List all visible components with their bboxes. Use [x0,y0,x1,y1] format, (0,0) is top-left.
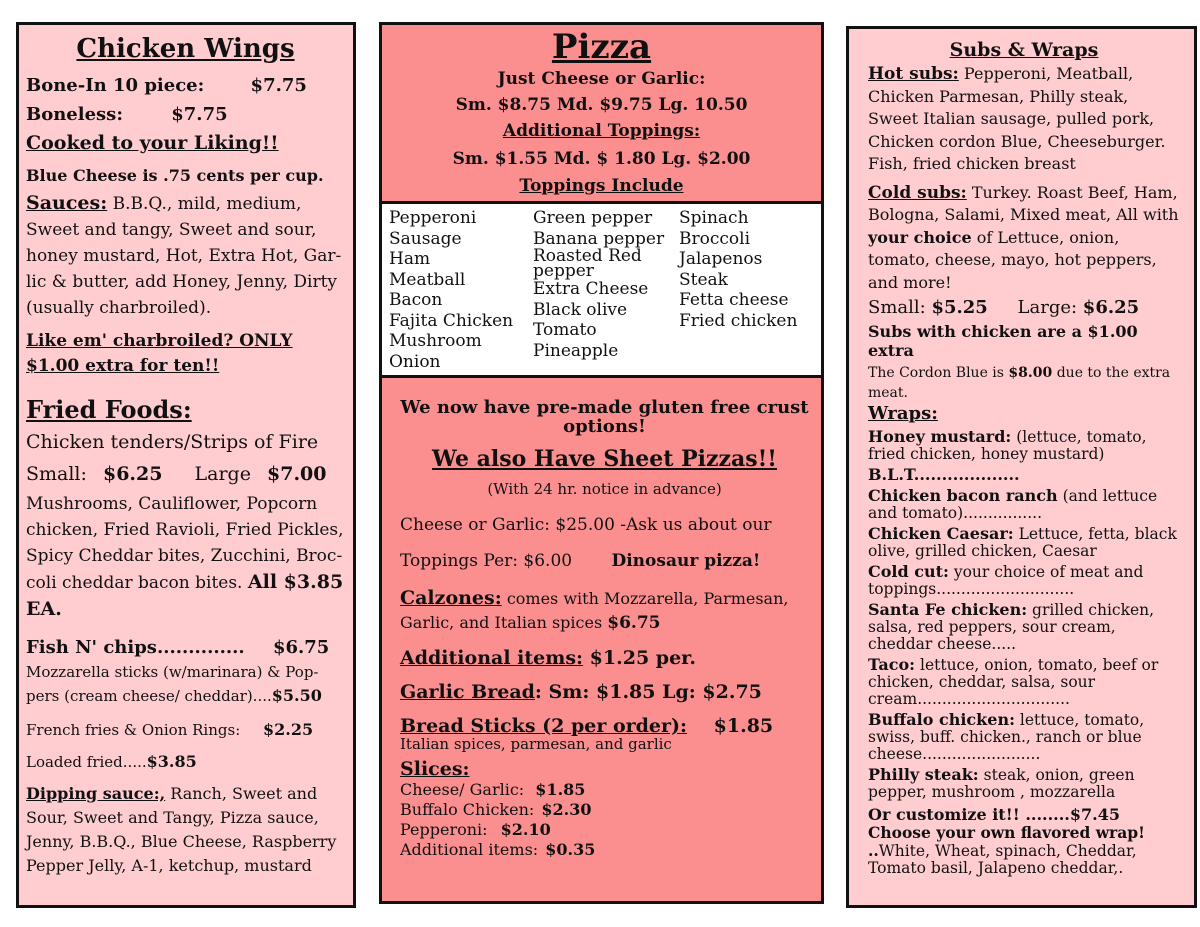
sauces-list: B.B.Q., mild, medium, Sweet and tangy, Sweet and sour, honey mustard, Hot, Extra Hot, Gar-lic & butter, add Honey, Jenny, Dirty (usually charbroiled). [26,194,342,318]
wrap-name: Buffalo chicken: [868,710,1015,729]
sheet-cheese-line: Cheese or Garlic: $25.00 -Ask us about our [400,515,772,535]
wrap-item [868,766,1180,801]
boneless-row [26,100,345,129]
bread-sticks-price: $1.85 [713,715,774,737]
fries-price: $2.25 [263,720,314,739]
topping-item: Green pepper [533,208,653,228]
cold-subs [868,182,1180,295]
cordon-note [868,363,1180,403]
topping-item: Onion [389,351,441,372]
sub-large-label: Large: [1017,297,1083,318]
topping-item: Roasted Red pepper [533,246,642,281]
topping-item: Meatball [389,269,466,290]
wrap-item [868,711,1180,763]
slices-label: Slices: [400,758,470,780]
hot-subs [868,63,1180,176]
large-price: $7.00 [267,463,327,485]
topping-item: Fajita Chicken [389,310,514,331]
mozz-row [26,661,345,708]
subs-title: Subs & Wraps [949,39,1099,61]
slice-row [400,820,809,840]
bread-sticks-desc: Italian spices, parmesan, and garlic [400,735,672,753]
choose-wrap [868,824,1180,877]
dipping-label: Dipping sauce:, [26,784,166,803]
loaded-price: $3.85 [146,752,197,771]
garlic-bread-prices: : Sm: $1.85 Lg: $2.75 [534,681,762,703]
fried-foods-title: Fried Foods: [26,395,192,424]
additional-prices: Sm. $1.55 Md. $ 1.80 Lg. $2.00 [452,149,751,169]
fish-price: $6.75 [272,637,330,658]
fries-row [26,718,345,742]
slice-label: Cheese/ Garlic: [400,780,525,799]
additional-items-row [400,647,809,669]
cold-subs-choice: your choice [868,227,972,247]
slice-row [400,780,809,800]
topping-item: Fetta cheese [679,290,789,310]
wrap-name: Chicken bacon ranch [868,486,1058,505]
mozz-price: $5.50 [271,686,322,705]
wrap-name: Honey mustard: [868,427,1012,446]
slice-row [400,800,809,820]
topping-item: Pepperoni [389,208,477,228]
fried-misc-price: All $3.85 EA. [26,571,344,620]
dinosaur-pizza: Dinosaur pizza! [611,551,761,571]
pizza-title: Pizza [551,27,652,67]
topping-item: Steak [679,269,728,290]
blue-cheese-note: Blue Cheese is .75 cents per cup. [26,166,324,185]
choose-wrap-text: White, Wheat, spinach, Cheddar, Tomato basil, Jalapeno cheddar,. [868,842,1137,877]
calzones-price: $6.75 [607,613,661,633]
slice-label: Pepperoni: [400,820,488,839]
wings-title: Chicken Wings [76,34,295,64]
topping-item: Fried chicken [679,310,798,331]
toppings-column-2 [533,208,673,361]
fried-misc [26,491,345,623]
notice-text: (With 24 hr. notice in advance) [487,480,722,498]
sheet-toppings-text: Toppings Per: $6.00 [400,551,573,571]
slice-label: Buffalo Chicken: [400,800,535,819]
customize-line: Or customize it!! ........$7.45 [868,805,1120,824]
wrap-name: Taco: [868,655,916,674]
large-label: Large [194,463,251,485]
cheese-garlic-label: Just Cheese or Garlic: [497,69,706,89]
wrap-desc: (lettuce, tomato, fried chicken, honey mustard) [868,428,1147,463]
bone-in-price: $7.75 [250,75,307,96]
sub-sizes [868,294,1180,322]
mozz-text: Mozzarella sticks (w/marinara) & Pop-pers (cream cheese/ cheddar).... [26,663,319,705]
wraps-title: Wraps: [868,403,938,424]
sheet-pizza-heading: We also Have Sheet Pizzas!! [432,446,777,472]
sauces-text [26,189,345,321]
toppings-column-1 [389,208,513,372]
wrap-desc: grilled chicken, salsa, red peppers, sour cream, cheddar cheese..... [868,601,1155,653]
fish-chips-row [26,635,345,661]
wrap-name: Chicken Caesar: [868,524,1014,543]
wrap-item [868,525,1180,560]
wrap-name: B.L.T................... [868,465,1020,484]
calzones-label: Calzones: [400,587,502,609]
small-label: Small: [26,463,87,485]
boneless-price: $7.75 [171,104,228,125]
wrap-item [868,656,1180,708]
additional-items-price: $1.25 per. [583,647,697,669]
topping-item: Black olive [533,299,628,320]
loaded-text: Loaded fried..... [26,753,147,771]
cordon-text2: due to the extra meat. [868,365,1171,401]
slices-heading [400,758,809,780]
wrap-desc: (and lettuce and tomato)................ [868,487,1158,522]
topping-item: Ham [389,249,431,269]
loaded-row [26,750,345,774]
wrap-desc: Lettuce, fetta, black olive, grilled chicken, Caesar [868,525,1177,560]
calzones-text: comes with Mozzarella, Parmesan, Garlic, and Italian spices [400,589,789,632]
fried-misc-text: Mushrooms, Cauliflower, Popcorn chicken, Fried Ravioli, Fried Pickles, Spicy Cheddar bites, Zucchini, Broc-coli cheddar bacon bites. [26,494,344,593]
topping-item: Jalapenos [679,249,763,269]
toppings-panel [379,201,824,378]
cold-subs-label: Cold subs: [868,182,967,203]
sub-small-price: $5.25 [931,297,988,318]
boneless-label: Boneless: [26,104,123,125]
wrap-desc: your choice of meat and toppings............................ [868,563,1144,598]
subs-wraps-panel [846,26,1197,908]
gluten-free-note: We now have pre-made gluten free crust options! [400,397,809,437]
pizza-extras-panel [379,375,824,904]
sub-small-label: Small: [868,297,932,318]
toppings-include-label: Toppings Include [519,176,684,196]
toppings-column-3 [679,208,797,331]
pizza-header-panel [379,22,824,204]
topping-item: Pineapple [533,340,619,361]
wrap-item [868,563,1180,598]
topping-item: Mushroom [389,331,482,351]
slice-price: $2.10 [500,820,551,839]
cordon-price: $8.00 [1008,365,1053,381]
dipping-row [26,782,345,878]
wrap-item [868,466,1180,484]
wrap-item [868,428,1180,463]
cooked-heading: Cooked to your Liking!! [26,132,279,154]
tenders-line: Chicken tenders/Strips of Fire [26,431,319,453]
sauces-label: Sauces: [26,192,108,214]
wrap-name: Santa Fe chicken: [868,600,1028,619]
wrap-item [868,487,1180,522]
garlic-bread-label: Garlic Bread [400,681,535,703]
topping-item: Banana pepper [533,228,665,249]
slice-label: Additional items: [400,840,539,859]
slice-price: $1.85 [535,780,586,799]
cordon-text: The Cordon Blue is [868,365,1009,381]
topping-item: Extra Cheese [533,279,649,299]
calzones-row [400,586,809,635]
bone-in-label: Bone-In 10 piece: [26,75,205,96]
fries-text: French fries & Onion Rings: [26,721,241,739]
cold-subs-text: Turkey. Roast Beef, Ham, Bologna, Salami, Mixed meat, All with [868,182,1179,224]
wrap-name: Philly steak: [868,765,979,784]
wrap-desc: lettuce, onion, tomato, beef or chicken, cheddar, salsa, sour cream............................... [868,656,1159,708]
fish-label: Fish N' chips.............. [26,637,245,658]
topping-item: Bacon [389,290,443,310]
garlic-bread-row [400,681,809,703]
wraps-list [868,428,1180,801]
small-price: $6.25 [102,463,163,485]
wrap-item [868,601,1180,653]
bread-sticks-row [400,715,809,737]
hot-subs-text: Pepperoni, Meatball, Chicken Parmesan, Philly steak, Sweet Italian sausage, pulled pork, Chicken cordon Blue, Cheeseburger. Fish, fried chicken breast [868,64,1166,173]
choose-wrap-label: Choose your own flavored wrap! .. [868,823,1145,860]
topping-item: Broccoli [679,228,751,249]
topping-item: Spinach [679,208,749,228]
slices-list [400,780,809,860]
slice-price: $2.30 [541,800,592,819]
slice-row [400,840,809,860]
wrap-desc: lettuce, tomato, swiss, buff. chicken., ranch or blue cheese........................ [868,711,1145,763]
sub-large-price: $6.25 [1082,297,1140,318]
hot-subs-label: Hot subs: [868,64,959,84]
chicken-extra-note: Subs with chicken are a $1.00 extra [868,322,1138,360]
pizza-prices: Sm. $8.75 Md. $9.75 Lg. 10.50 [455,95,748,115]
topping-item: Sausage [389,228,462,249]
topping-item: Tomato [533,320,597,340]
tenders-sizes [26,457,345,491]
dipping-text: Ranch, Sweet and Sour, Sweet and Tangy, Pizza sauce, Jenny, B.B.Q., Blue Cheese, Raspberry Pepper Jelly, A-1, ketchup, mustard [26,784,337,875]
additional-toppings-label: Additional Toppings: [502,121,701,141]
slice-price: $0.35 [545,840,596,859]
sheet-toppings-line [400,550,809,572]
wrap-desc: steak, onion, green pepper, mushroom , mozzarella [868,766,1135,801]
cold-subs-text2: of Lettuce, onion, tomato, cheese, mayo, hot peppers, and more! [868,227,1157,292]
chicken-wings-panel [16,22,356,908]
bread-sticks-label: Bread Sticks (2 per order): [400,715,688,737]
additional-items-label: Additional items: [400,647,584,669]
charbroiled-note: Like em' charbroiled? ONLY $1.00 extra for ten!! [26,331,293,376]
bone-in-row [26,71,345,100]
wrap-name: Cold cut: [868,562,949,581]
